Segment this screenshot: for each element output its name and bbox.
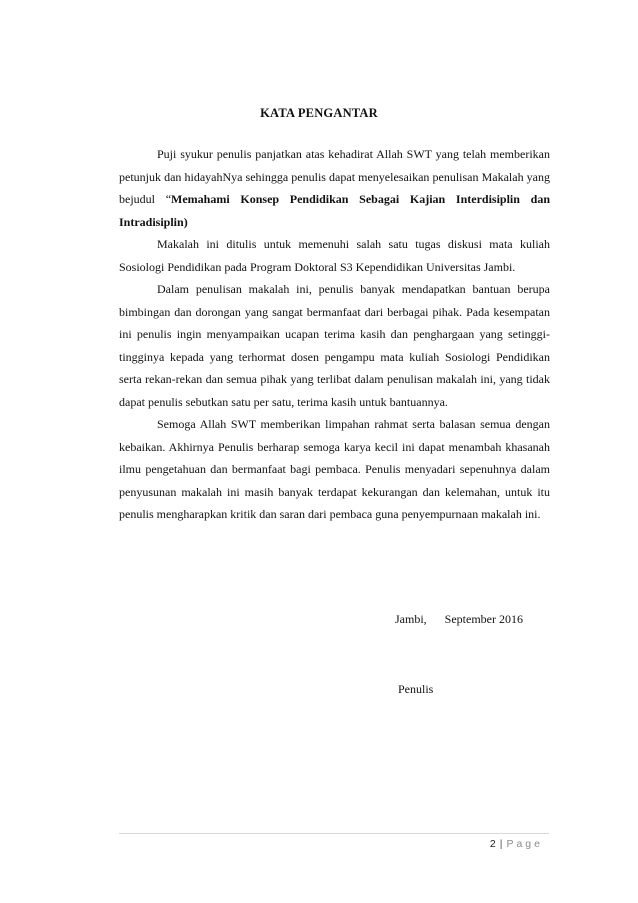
page-footer <box>490 838 543 850</box>
closing-date: September 2016 <box>444 612 523 626</box>
paragraph-2: Makalah ini ditulis untuk memenuhi salah satu tugas diskusi mata kuliah Sosiologi Pendidikan pada Program Doktoral S3 Kependidikan Universitas Jambi. <box>119 237 550 274</box>
paragraph-1 <box>119 143 550 233</box>
closing-place: Jambi, <box>395 612 427 626</box>
footer-divider <box>119 833 549 834</box>
page-title: KATA PENGANTAR <box>260 106 378 120</box>
closing-place-date <box>395 612 523 627</box>
document-body <box>119 143 550 526</box>
page-number: 2 <box>489 838 496 850</box>
paragraph-4: Semoga Allah SWT memberikan limpahan rahmat serta balasan semua dengan kebaikan. Akhirnya Penulis berharap semoga karya kecil ini dapat menambah khasanah ilmu pengetahuan dan bermanfaat bagi pembaca. Penulis menyadari sepenuhnya dalam penyusunan makalah ini masih banyak terdapat kekurangan dan kelemahan, untuk itu penulis mengharapkan kritik dan saran dari pembaca guna penyempurnaan makalah ini. <box>119 417 550 521</box>
paper-title-bold: Memahami Konsep Pendidikan Sebagai Kajian Interdisiplin dan Intradisiplin) <box>119 192 550 229</box>
page-label: Page <box>506 838 543 850</box>
paragraph-3: Dalam penulisan makalah ini, penulis banyak mendapatkan bantuan berupa bimbingan dan dorongan yang sangat bermanfaat dari berbagai pihak. Pada kesempatan ini penulis ingin menyampaikan ucapan terima kasih dan penghargaan yang setinggi-tingginya kepada yang terhormat dosen pengampu mata kuliah Sosiologi Pendidikan serta rekan-rekan dan semua pihak yang terlibat dalam penulisan makalah ini, yang tidak dapat penulis sebutkan satu per satu, terima kasih untuk bantuannya. <box>119 282 550 409</box>
closing-signature: Penulis <box>398 682 434 696</box>
footer-separator: | <box>499 838 503 850</box>
paragraph-1-text: Puji syukur penulis panjatkan atas kehadirat Allah SWT yang telah memberikan petunjuk dan hidayahNya sehingga penulis dapat menyelesaikan penulisan Makalah yang bejudul “ <box>119 147 550 206</box>
